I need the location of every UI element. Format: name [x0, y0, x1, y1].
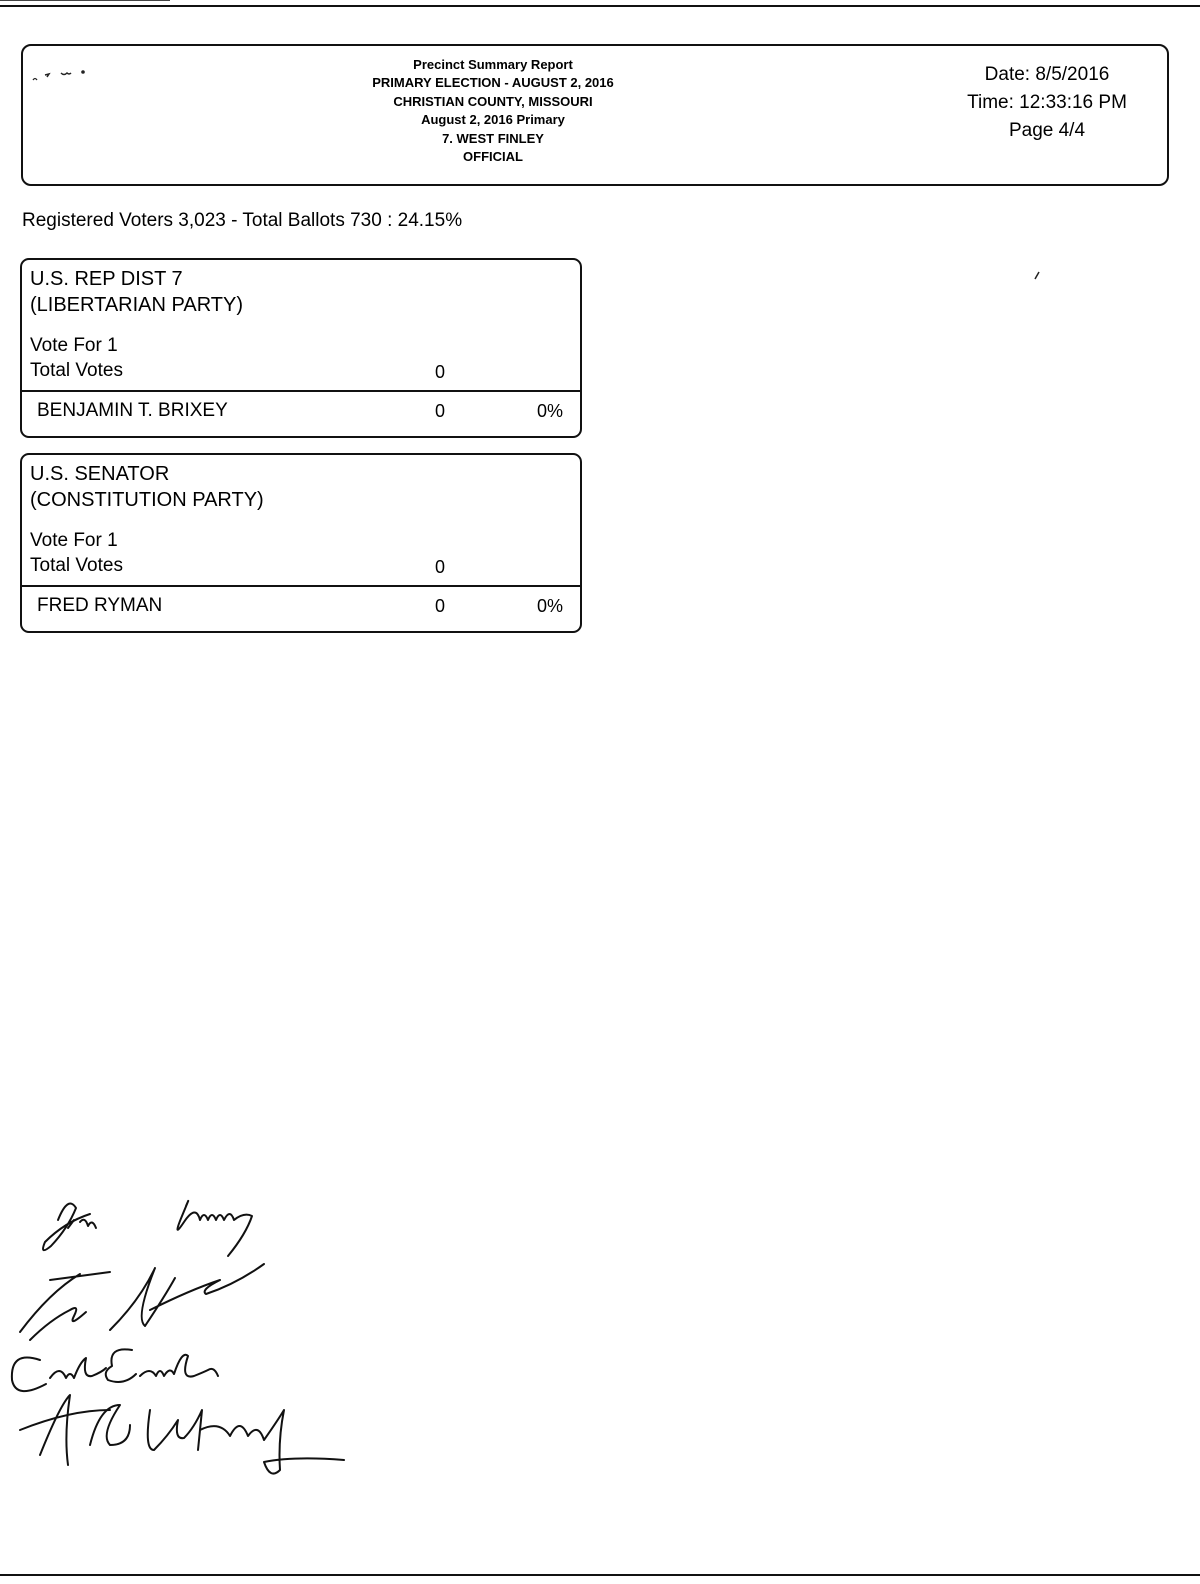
election-name: August 2, 2016 Primary	[421, 112, 565, 128]
header-title-block	[323, 56, 663, 166]
stray-mark-icon	[1032, 270, 1042, 282]
page-number: Page 4/4	[1008, 120, 1086, 141]
contest-box	[20, 453, 582, 633]
total-votes-value: 0	[435, 557, 446, 577]
candidate-name: FRED RYMAN	[37, 595, 163, 616]
signature-1	[43, 1201, 252, 1256]
contest-box	[20, 258, 582, 438]
status-label: OFFICIAL	[463, 149, 523, 165]
bottom-border-line	[0, 1574, 1200, 1576]
header-meta	[937, 61, 1157, 145]
candidate-votes: 0	[435, 401, 446, 421]
scan-edge-mark	[0, 0, 170, 1]
vote-for-label: Vote For 1	[30, 335, 118, 356]
contest-divider	[22, 390, 580, 392]
signature-2	[20, 1264, 264, 1340]
report-title: Precinct Summary Report	[413, 57, 573, 72]
candidate-percent: 0%	[537, 401, 564, 421]
contest-divider	[22, 585, 580, 587]
report-header	[21, 44, 1169, 186]
candidate-name: BENJAMIN T. BRIXEY	[37, 400, 228, 421]
total-votes-label: Total Votes	[30, 360, 123, 381]
contest-title: U.S. REP DIST 7 (LIBERTARIAN PARTY)	[30, 268, 244, 316]
total-votes-value: 0	[435, 362, 446, 382]
registered-voters-summary: Registered Voters 3,023 - Total Ballots 730 : 24.15%	[22, 210, 463, 231]
signature-4	[20, 1395, 344, 1474]
signature-block	[0, 1180, 380, 1480]
report-time: Time: 12:33:16 PM	[967, 92, 1127, 113]
top-border-line	[0, 5, 1200, 7]
election-title: PRIMARY ELECTION - AUGUST 2, 2016	[372, 75, 614, 91]
scan-specks-icon	[31, 66, 101, 86]
total-votes-label: Total Votes	[30, 555, 123, 576]
candidate-percent: 0%	[537, 596, 564, 616]
county-name: CHRISTIAN COUNTY, MISSOURI	[393, 93, 593, 109]
vote-for-label: Vote For 1	[30, 530, 118, 551]
signature-3	[12, 1349, 218, 1391]
contest-title: U.S. SENATOR (CONSTITUTION PARTY)	[30, 463, 264, 511]
precinct-name: 7. WEST FINLEY	[442, 130, 544, 146]
report-date: Date: 8/5/2016	[984, 64, 1110, 85]
candidate-votes: 0	[435, 596, 446, 616]
